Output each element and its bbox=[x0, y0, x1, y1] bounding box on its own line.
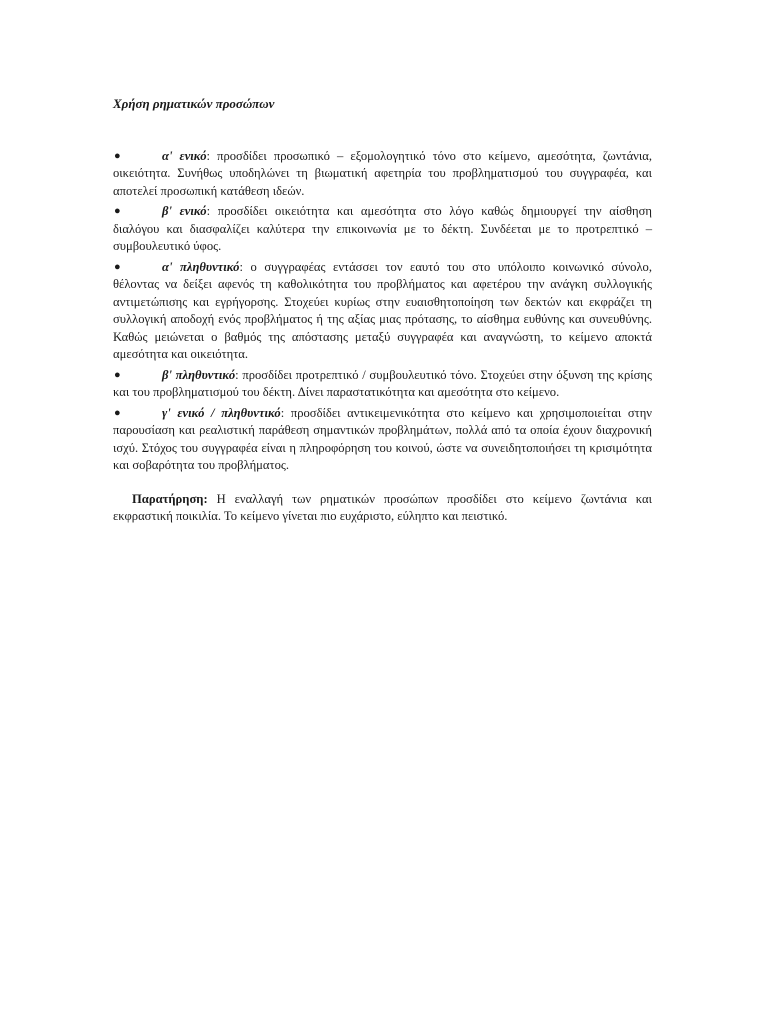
document-page bbox=[113, 95, 652, 538]
list-item bbox=[113, 203, 652, 256]
bullet-icon: ● bbox=[114, 406, 121, 419]
list-item-term: α' ενικό bbox=[162, 148, 207, 163]
list-item bbox=[113, 367, 652, 402]
list-item-term: γ' ενικό / πληθυντικό bbox=[162, 405, 281, 420]
list-item bbox=[113, 148, 652, 201]
bullet-icon: ● bbox=[114, 149, 121, 162]
list-item-term: β' ενικό bbox=[162, 204, 207, 218]
bullet-icon: ● bbox=[114, 205, 121, 217]
list-item-term: β' πληθυντικό bbox=[162, 367, 236, 382]
note-text: Η εναλλαγή των ρηματικών προσώπων προσδίδει στο κείμενο ζωντάνια και εκφραστική ποικιλία. Το κείμενο γίνεται πιο ευχάριστο, εύληπτο και πειστικό. bbox=[113, 491, 652, 523]
list-item-text: : προσδίδει προτρεπτικό / συμβουλευτικό τόνο. Στοχεύει στην όξυνση της κρίσης και του προβληματισμού του δέκτη. Δίνει παραστατικότητα και αμεσότητα στο κείμενο. bbox=[113, 367, 652, 399]
note-label: Παρατήρηση: bbox=[132, 491, 208, 506]
list-item-text: : προσδίδει αντικειμενικότητα στο κείμενο και χρησιμοποιείται στην παρουσίαση και ρεαλιστική παράθεση σημαντικών προβλημάτων, πολλά από τα οποία έχουν διαχρονική ισχύ. Στόχος του συγγραφέα είναι η πληροφόρηση του κοινού, ώστε να συνειδητοποιήσει τη κρισιμότητα και σοβαρότητα του προβλήματος. bbox=[113, 405, 653, 472]
note-paragraph bbox=[113, 491, 652, 526]
list-item bbox=[113, 405, 652, 475]
list-item bbox=[113, 259, 652, 364]
list-item-text: : ο συγγραφέας εντάσσει τον εαυτό του στο υπόλοιπο κοινωνικό σύνολο, θέλοντας να δείξει αφενός τη καθολικότητα του προβλήματος και αφετέρου την ανάγκη συλλογικής αντιμετώπισης και εγρήγορσης. Στοχεύει κυρίως στην ευαισθητοποίηση των δεκτών και εκφράζει τη συλλογική αποδοχή ενός προβλήματος ή της αξίας μιας πρότασης, το αίσθημα ευθύνης και συνευθύνης. Καθώς μειώνεται ο βαθμός της απόστασης μεταξύ συγγραφέα και αναγνώστη, το κείμενο αποκτά αμεσότητα και οικειότητα. bbox=[113, 259, 652, 361]
list-item-text: : προσδίδει οικειότητα και αμεσότητα στο λόγο καθώς δημιουργεί την αίσθηση διαλόγου και διασφαλίζει καλύτερα την επικοινωνία με το δέκτη. Συνδέεται με το προτρεπτικό – συμβουλευτικό ύφος. bbox=[113, 204, 652, 253]
list-item-term: α' πληθυντικό bbox=[162, 259, 240, 274]
document-title: Χρήση ρηματικών προσώπων bbox=[113, 96, 275, 111]
list-item-text: : προσδίδει προσωπικό – εξομολογητικό τόνο στο κείμενο, αμεσότητα, ζωντάνια, οικειότητα. Συνήθως υποδηλώνει τη βιωματική αφετηρία του προβληματισμού του συγγραφέα, και αποτελεί προσωπική κατάθεση ιδεών. bbox=[113, 148, 652, 198]
bullet-icon: ● bbox=[114, 368, 121, 381]
persons-list bbox=[113, 148, 652, 475]
bullet-icon: ● bbox=[114, 260, 121, 273]
